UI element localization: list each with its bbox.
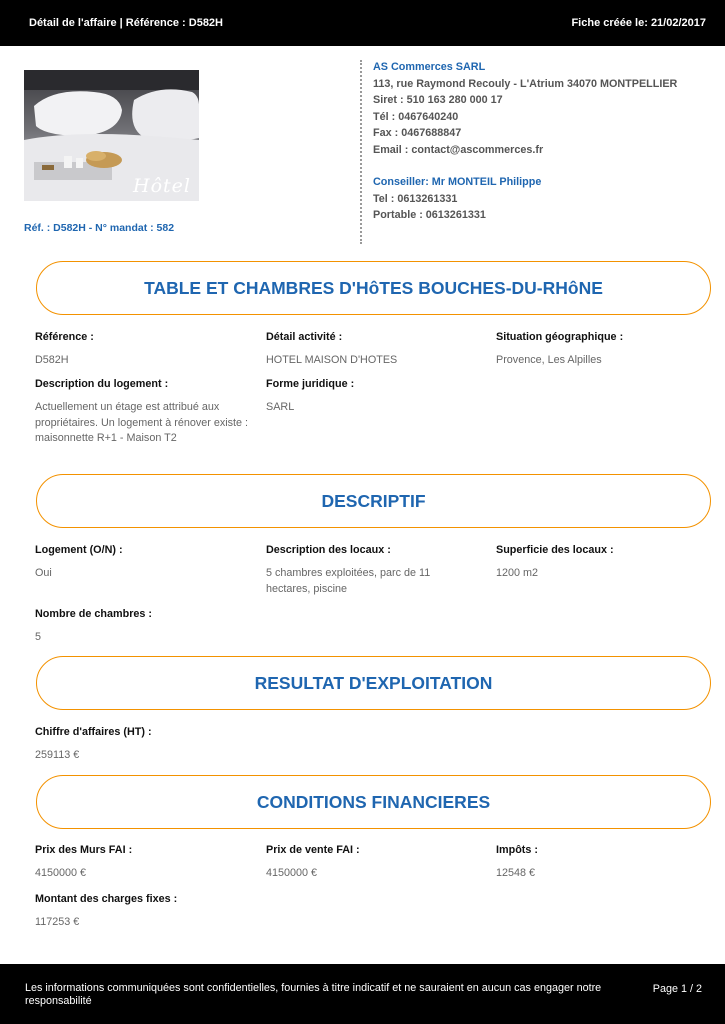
agency-siret: Siret : 510 163 280 000 17 [373,94,503,106]
field-label: Montant des charges fixes : [35,893,178,905]
field-label: Référence : [35,331,94,343]
advisor-name: Conseiller: Mr MONTEIL Philippe [373,176,542,188]
field-label: Description du logement : [35,378,169,390]
section-title-table-chambres: TABLE ET CHAMBRES D'HôTES BOUCHES-DU-RHôNE [36,261,711,315]
field-value: 4150000 € [35,867,87,879]
field-label: Situation géographique : [496,331,624,343]
field-location [496,331,716,369]
field-label: Détail activité : [266,331,343,343]
field-label: Impôts : [496,844,538,856]
field-housing [35,544,255,582]
agency-address: 113, rue Raymond Recouly - L'Atrium 34070 MONTPELLIER [373,77,678,90]
section-title-descriptif: DESCRIPTIF [36,474,711,528]
advisor-mobile: Portable : 0613261331 [373,209,486,221]
field-value: 12548 € [496,867,536,879]
section-title-conditions: CONDITIONS FINANCIERES [36,775,711,829]
footer-bar [0,964,725,1024]
field-value: Oui [35,567,52,579]
field-label: Description des locaux : [266,544,391,556]
agency-email[interactable]: Email : contact@ascommerces.fr [373,143,544,156]
field-label: Superficie des locaux : [496,544,614,556]
field-revenue [35,726,255,764]
field-premises-description [266,544,456,597]
page-number: Page 1 / 2 [652,983,702,995]
field-value: Provence, Les Alpilles [496,354,602,366]
field-fixed-charges [35,893,255,931]
field-value: 117253 € [35,916,80,928]
field-activity-detail [266,331,486,369]
footer-disclaimer: Les informations communiquées sont confidentielles, fournies à titre indicatif et ne sauraient en aucun cas engager notre responsabilité [25,982,602,1007]
field-label: Nombre de chambres : [35,608,152,620]
field-value: 4150000 € [266,867,318,879]
field-room-count [35,608,255,646]
header-date: Fiche créée le: 21/02/2017 [571,17,706,29]
field-label: Prix des Murs FAI : [35,844,133,856]
field-value: 1200 m2 [496,567,539,579]
agency-name: AS Commerces SARL [373,61,486,73]
field-sale-price [266,844,486,882]
field-premises-area [496,544,716,582]
agency-info [373,59,677,224]
dotted-divider [360,60,362,244]
field-value: 5 chambres exploitées, parc de 11 hectares, piscine [266,567,431,595]
field-taxes [496,844,716,882]
field-housing-description [35,378,253,447]
photo-caption: Hôtel [133,175,191,197]
advisor-phone: Tel : 0613261331 [373,192,458,205]
field-value: 5 [35,631,42,643]
header-title: Détail de l'affaire | Référence : D582H [29,17,223,29]
reference-line: Réf. : D582H - N° mandat : 582 [24,222,175,234]
field-value: SARL [266,401,295,413]
field-value: 259113 € [35,749,80,761]
agency-phone: Tél : 0467640240 [373,110,459,123]
section-title-resultat: RESULTAT D'EXPLOITATION [36,656,711,710]
field-value: D582H [35,354,69,366]
hotel-photo [24,70,199,201]
field-label: Logement (O/N) : [35,544,123,556]
header-bar [0,0,725,46]
field-reference [35,331,255,369]
field-value: Actuellement un étage est attribué aux propriétaires. Un logement à rénover existe : maisonnette R+1 - Maison T2 [35,401,249,444]
field-label: Forme juridique : [266,378,355,390]
field-value: HOTEL MAISON D'HOTES [266,354,398,366]
agency-fax: Fax : 0467688847 [373,127,462,139]
field-label: Chiffre d'affaires (HT) : [35,726,152,738]
field-legal-form [266,378,486,416]
field-label: Prix de vente FAI : [266,844,360,856]
field-walls-price [35,844,255,882]
